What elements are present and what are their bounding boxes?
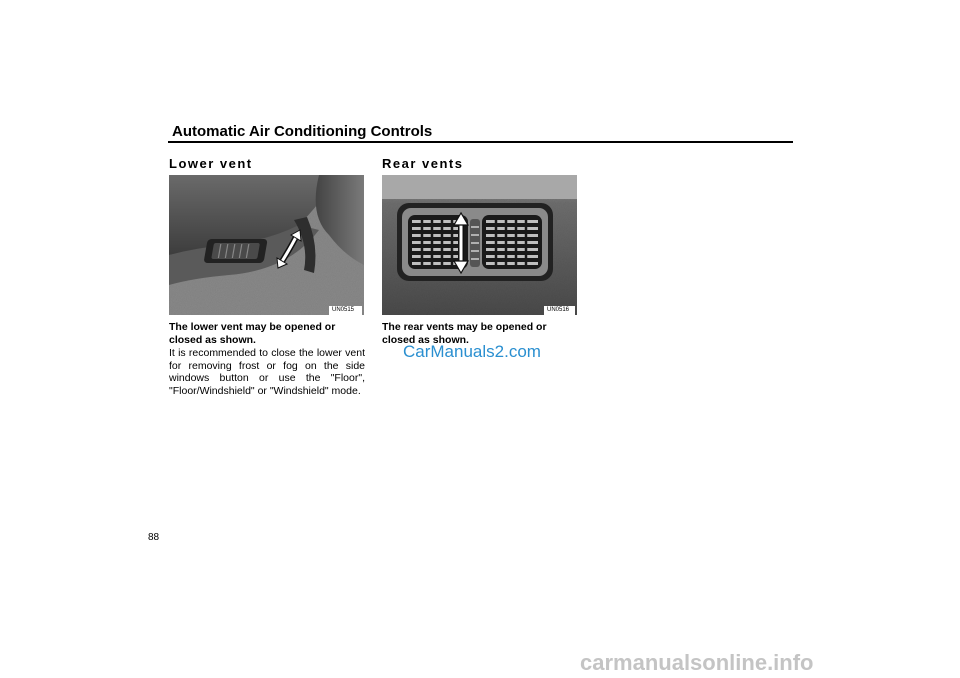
watermark-carmanualsonline: carmanualsonline.info	[580, 650, 814, 675]
page-title: Automatic Air Conditioning Controls	[172, 123, 433, 140]
lower-vent-image-code: UN0515	[332, 307, 355, 313]
rear-vents-photo	[382, 175, 577, 315]
header-divider	[168, 141, 793, 143]
lower-vent-heading: Lower vent	[169, 156, 253, 171]
rear-vents-image-code: UN0516	[547, 307, 570, 313]
lower-vent-photo	[169, 175, 364, 315]
rear-vents-heading: Rear vents	[382, 156, 464, 171]
rear-vents-caption: The rear vents may be opened or closed as shown.	[382, 321, 547, 346]
page-number: 88	[148, 532, 160, 543]
lower-vent-caption: The lower vent may be opened or closed as shown.	[169, 321, 336, 346]
watermark-carmanuals2: CarManuals2.com	[403, 342, 541, 361]
lower-vent-body: It is recommended to close the lower vent for removing frost or fog on the side windows button or use the "Floor", "Floor/Windshield" or "Windshield" mode.	[169, 347, 365, 397]
